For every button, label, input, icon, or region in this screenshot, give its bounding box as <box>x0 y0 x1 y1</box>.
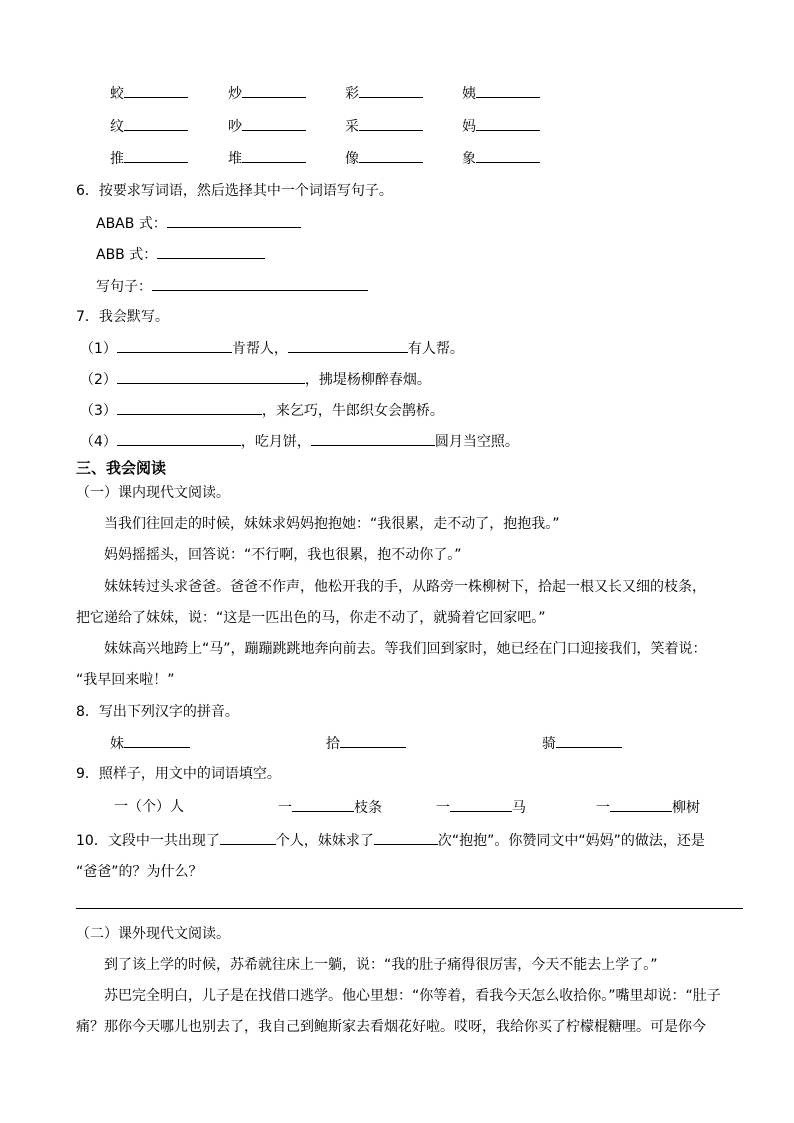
section-3-heading: 三、我会阅读 <box>76 459 167 477</box>
answer-blank[interactable] <box>124 83 188 98</box>
answer-blank[interactable] <box>117 400 262 415</box>
recite-text: ，拂堤杨柳醉春烟。 <box>304 372 431 388</box>
answer-blank[interactable] <box>124 148 188 163</box>
answer-blank[interactable] <box>242 83 306 98</box>
recite-text: ，来乞巧，牛郎织女会鹊桥。 <box>261 403 444 419</box>
question-text: 10．文段中一共出现了 <box>76 833 220 849</box>
char-label: 骑 <box>542 736 556 752</box>
answer-blank[interactable] <box>476 116 540 131</box>
item-number: （3） <box>80 403 117 419</box>
char-label: 拾 <box>326 736 340 752</box>
char-label: 纹 <box>110 119 124 135</box>
answer-blank[interactable] <box>476 148 540 163</box>
char-label: 妹 <box>110 736 124 752</box>
prefix-text: 一 <box>436 800 450 816</box>
char-item <box>462 116 540 137</box>
question-10-line-1 <box>76 830 705 851</box>
passage-1-line: 当我们往回走的时候，妹妹求妈妈抱抱她：“我很累，走不动了，抱抱我。” <box>104 516 560 532</box>
passage-2-line: 痛？那你今天哪儿也别去了，我自己到鲍斯家去看烟花好啦。哎呀，我给你买了柠檬棍糖哩。可是你今 <box>76 1019 706 1035</box>
recite-text: ，吃月饼， <box>240 434 311 450</box>
sentence-blank[interactable] <box>152 276 368 291</box>
question-8-title: 8．写出下列汉字的拼音。 <box>76 704 239 720</box>
sentence-row <box>96 276 368 297</box>
passage-1-line: 把它递给了妹妹，说：“这是一匹出色的马，你走不动了，就骑着它回家吧。” <box>76 610 546 626</box>
char-label: 吵 <box>228 119 242 135</box>
pinyin-item <box>542 733 622 754</box>
passage-1-line: 妹妹转过头求爸爸。爸爸不作声，他松开我的手，从路旁一株柳树下，拾起一根又长又细的枝条， <box>104 579 706 595</box>
char-item <box>462 148 540 169</box>
answer-blank[interactable] <box>117 431 241 446</box>
char-item <box>228 116 306 137</box>
recite-text: 有人帮。 <box>407 341 464 357</box>
char-item <box>228 83 306 104</box>
passage-2-line: 苏巴完全明白，儿子是在找借口逃学。他心里想：“你等着，看我今天怎么收拾你。”嘴里却说：“肚子 <box>104 988 721 1004</box>
pinyin-item <box>326 733 406 754</box>
item-number: （2） <box>80 372 117 388</box>
char-item <box>228 148 306 169</box>
answer-blank[interactable] <box>292 797 354 812</box>
abab-label: ABAB 式： <box>96 216 167 232</box>
subsection-1-title: （一）课内现代文阅读。 <box>76 485 230 501</box>
char-label: 象 <box>462 151 476 167</box>
recite-row-2 <box>80 369 431 390</box>
answer-blank[interactable] <box>359 148 423 163</box>
answer-blank[interactable] <box>124 733 190 748</box>
char-label: 像 <box>345 151 359 167</box>
passage-1-line: 妹妹高兴地跨上“马”，蹦蹦跳跳地奔向前去。等我们回到家时，她已经在门口迎接我们，笑着说： <box>104 641 707 657</box>
char-item <box>462 83 540 104</box>
answer-blank[interactable] <box>476 83 540 98</box>
passage-2-line: 到了该上学的时候，苏希就往床上一躺，说：“我的肚子痛得很厉害，今天不能去上学了。” <box>104 957 658 973</box>
question-text: 个人，妹妹求了 <box>275 833 374 849</box>
question-10-line-2: “爸爸”的？为什么？ <box>76 864 203 880</box>
example-phrase: 一（个）人 <box>114 799 184 815</box>
char-label: 妈 <box>462 119 476 135</box>
abb-row <box>96 244 265 265</box>
noun-text: 柳树 <box>672 800 700 816</box>
answer-blank[interactable] <box>311 431 435 446</box>
pinyin-item <box>110 733 190 754</box>
char-item <box>110 148 188 169</box>
answer-blank[interactable] <box>610 797 672 812</box>
recite-row-1 <box>80 338 464 359</box>
passage-1-line: “我早回来啦！” <box>76 672 175 688</box>
answer-blank[interactable] <box>374 830 438 845</box>
recite-row-3 <box>80 400 444 421</box>
recite-text: 圆月当空照。 <box>434 434 519 450</box>
answer-blank[interactable] <box>117 338 232 353</box>
answer-blank[interactable] <box>556 733 622 748</box>
answer-blank[interactable] <box>242 116 306 131</box>
answer-blank[interactable] <box>450 797 512 812</box>
char-item <box>110 83 188 104</box>
question-text: 次“抱抱”。你赞同文中“妈妈”的做法，还是 <box>437 833 705 849</box>
abb-label: ABB 式： <box>96 247 158 263</box>
abab-row <box>96 213 301 234</box>
recite-text: 肯帮人， <box>231 341 288 357</box>
abab-blank[interactable] <box>167 213 301 228</box>
passage-1-line: 妈妈摇摇头，回答说：“不行啊，我也很累，抱不动你了。” <box>104 547 462 563</box>
answer-blank[interactable] <box>220 830 276 845</box>
question-6-title: 6．按要求写词语，然后选择其中一个词语写句子。 <box>76 183 393 199</box>
answer-blank[interactable] <box>124 116 188 131</box>
subsection-2-title: （二）课外现代文阅读。 <box>76 926 230 942</box>
fill-phrase <box>278 797 382 818</box>
char-label: 推 <box>110 151 124 167</box>
answer-line[interactable] <box>76 908 743 909</box>
char-label: 炒 <box>228 86 242 102</box>
recite-row-4 <box>80 431 519 452</box>
char-label: 蛟 <box>110 86 124 102</box>
char-label: 彩 <box>345 86 359 102</box>
char-item <box>345 83 423 104</box>
prefix-text: 一 <box>278 800 292 816</box>
answer-blank[interactable] <box>242 148 306 163</box>
noun-text: 马 <box>512 800 526 816</box>
answer-blank[interactable] <box>288 338 408 353</box>
fill-phrase <box>436 797 526 818</box>
question-9-title: 9．照样子，用文中的词语填空。 <box>76 766 281 782</box>
sentence-label: 写句子： <box>96 279 152 295</box>
char-label: 采 <box>345 119 359 135</box>
char-item <box>110 116 188 137</box>
fill-phrase <box>596 797 700 818</box>
char-label: 姨 <box>462 86 476 102</box>
char-label: 堆 <box>228 151 242 167</box>
char-item <box>345 148 423 169</box>
noun-text: 枝条 <box>354 800 382 816</box>
char-item <box>345 116 423 137</box>
answer-blank[interactable] <box>359 83 423 98</box>
answer-blank[interactable] <box>340 733 406 748</box>
abb-blank[interactable] <box>157 244 265 259</box>
answer-blank[interactable] <box>117 369 305 384</box>
answer-blank[interactable] <box>359 116 423 131</box>
item-number: （4） <box>80 434 117 450</box>
item-number: （1） <box>80 341 117 357</box>
prefix-text: 一 <box>596 800 610 816</box>
question-7-title: 7．我会默写。 <box>76 309 169 325</box>
